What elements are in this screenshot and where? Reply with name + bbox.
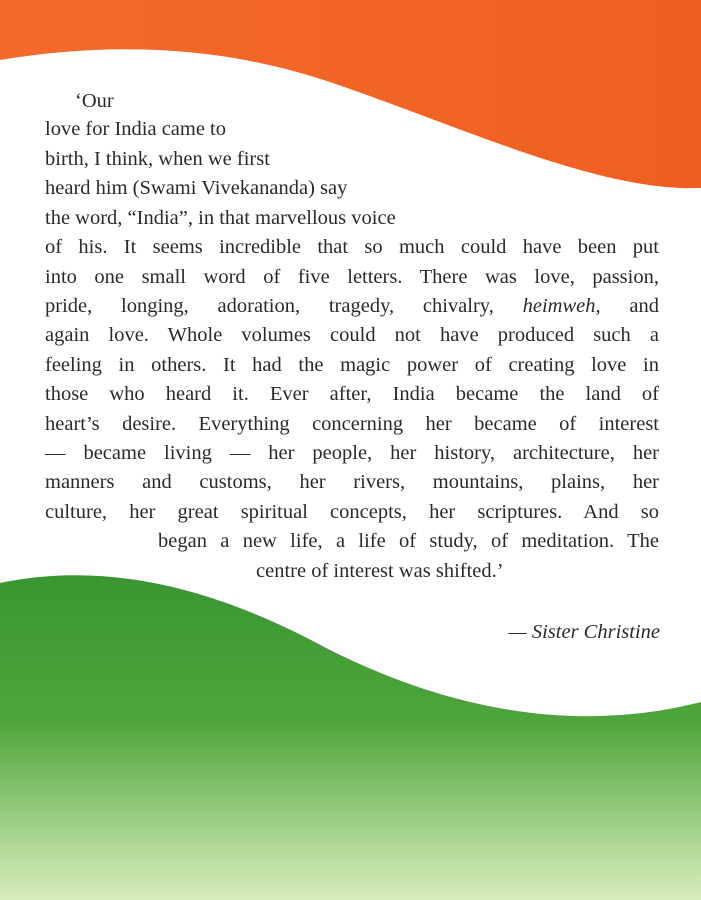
quote-line: birth, I think, when we first	[45, 148, 270, 170]
quote-line: heart’s desire. Everything concerning her became of interest	[45, 413, 659, 435]
quote-line: feeling in others. It had the magic power of creating love in	[45, 354, 659, 376]
quote-line: began a new life, a life of study, of meditation. The	[158, 530, 659, 552]
quote-line: manners and customs, her rivers, mountains, plains, her	[45, 471, 659, 493]
quote-line: of his. It seems incredible that so much could have been put	[45, 236, 659, 258]
quote-line: — became living — her people, her history, architecture, her	[45, 442, 659, 464]
quote-line: love for India came to	[45, 118, 227, 140]
quote-line: ‘Our	[75, 90, 114, 112]
quote-line: pride, longing, adoration, tragedy, chivalry, heimweh, and	[45, 295, 660, 317]
quote-line: into one small word of five letters. There was love, passion,	[45, 266, 659, 288]
attribution: — Sister Christine	[508, 621, 660, 643]
quote-line: again love. Whole volumes could not have produced such a	[45, 324, 659, 346]
quote-line: culture, her great spiritual concepts, her scriptures. And so	[45, 501, 659, 523]
quote-line: those who heard it. Ever after, India became the land of	[45, 383, 659, 405]
quote-line: centre of interest was shifted.’	[256, 560, 504, 582]
quote-line: heard him (Swami Vivekananda) say	[45, 177, 348, 199]
foreign-word: heimweh,	[522, 295, 601, 317]
quote-line: the word, “India”, in that marvellous voice	[45, 207, 396, 229]
